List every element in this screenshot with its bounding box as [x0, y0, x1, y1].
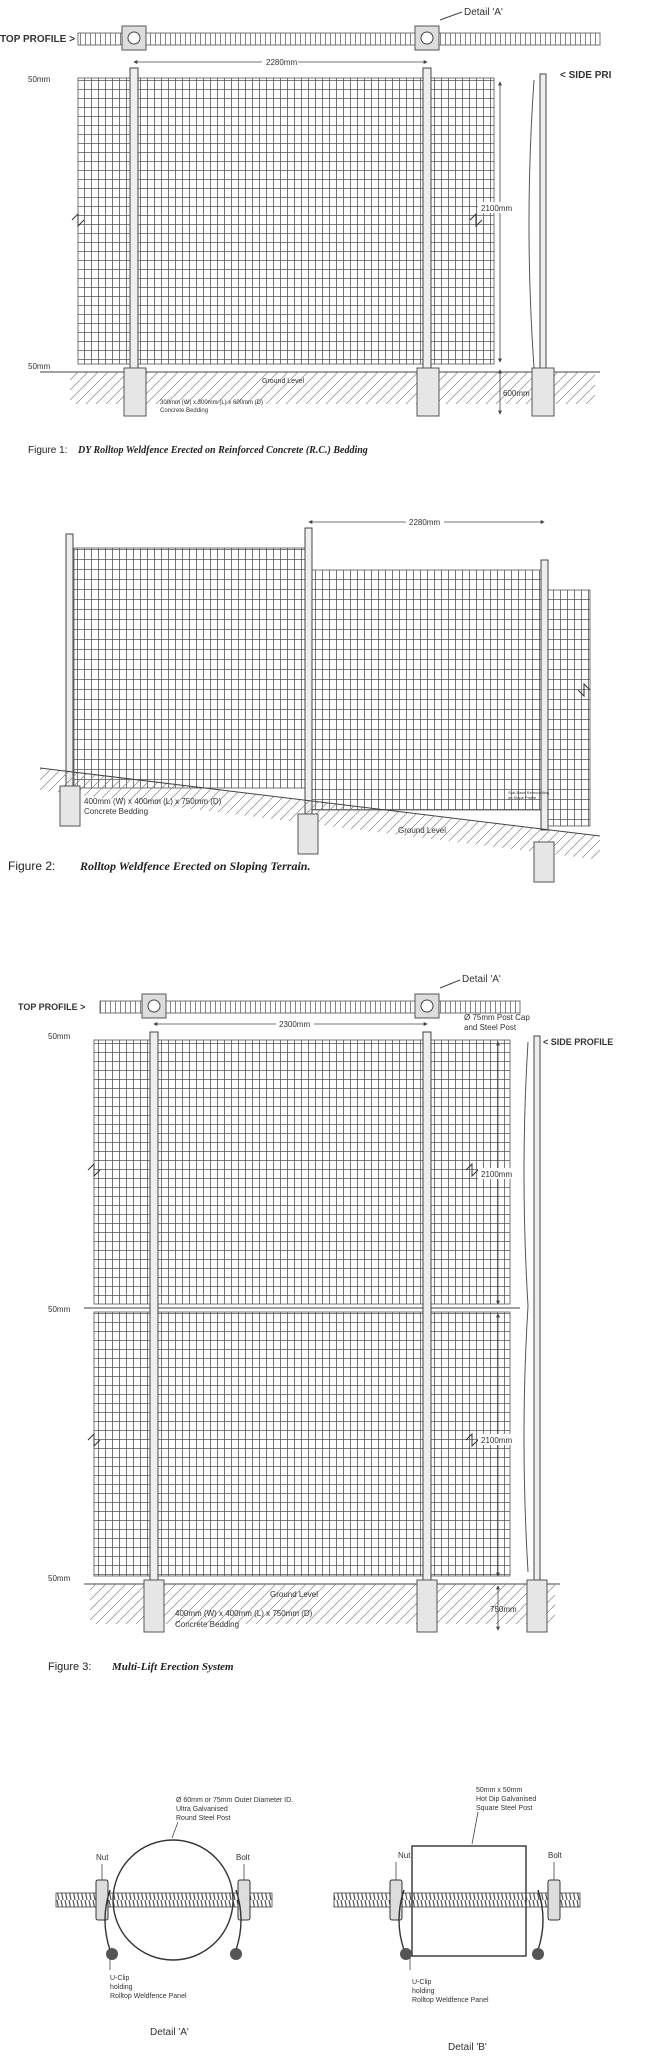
fig3-top-post-left [148, 1000, 160, 1012]
detail-b-bolt-head [548, 1880, 560, 1920]
fig3-bedding-left [144, 1580, 164, 1632]
fig3-post-right [423, 1032, 431, 1582]
fig1-detail-a-leader [440, 12, 462, 20]
detail-b-clip-label-3: Rolltop Weldfence Panel [412, 1997, 489, 2004]
detail-a-clip-label-3: Rolltop Weldfence Panel [110, 1993, 187, 2000]
detail-b-nut-label: Nut [398, 1851, 411, 1860]
detail-a-panel-wire-left [106, 1948, 118, 1960]
fig3-height-upper-label: 2100mm [481, 1170, 513, 1179]
fig3-caption-title: Multi-Lift Erection System [112, 1661, 234, 1673]
detail-b-caption: Detail 'B' [448, 2042, 487, 2053]
detail-b-post-leader [472, 1812, 478, 1844]
fig1-width-label: 2280mm [266, 58, 298, 67]
detail-a-clip-label-2: holding [110, 1984, 133, 1991]
figure-2 [8, 516, 600, 882]
detail-a-caption: Detail 'A' [150, 2027, 189, 2038]
fig2-ground-label: Ground Level [398, 826, 447, 835]
fig3-bedding-right [417, 1580, 437, 1632]
fig2-width-label: 2280mm [409, 518, 441, 527]
detail-a-clip-label-1: U-Clip [110, 1975, 130, 1982]
detail-a-post-label-3: Round Steel Post [176, 1815, 231, 1822]
fig1-fence-panel-right-partial [430, 78, 494, 364]
fig1-bedding-side [532, 368, 554, 416]
fig3-ground-label: Ground Level [270, 1590, 319, 1599]
fig3-detail-a-leader [440, 980, 460, 988]
fig3-top-post-right [421, 1000, 433, 1012]
fig3-width-label: 2300mm [279, 1020, 311, 1029]
fig1-post-left [130, 68, 138, 368]
detail-b [334, 1787, 580, 2053]
fig1-bedding-right [417, 368, 439, 416]
figure-1 [0, 7, 612, 456]
detail-b-clip-label-1: U-Clip [412, 1979, 432, 1986]
fig3-depth-label: 750mm [490, 1605, 517, 1614]
fig2-bedding-3 [534, 842, 554, 882]
fig3-post-cap-label-2: and Steel Post [464, 1023, 517, 1032]
detail-a-bolt-label: Bolt [236, 1853, 250, 1862]
fig3-post-cap-label-1: Ø 75mm Post Cap [464, 1013, 530, 1022]
detail-b-bolt-label: Bolt [548, 1851, 562, 1860]
fig1-bedding-left [124, 368, 146, 416]
detail-b-post-label-1: 50mm x 50mm [476, 1787, 523, 1794]
detail-a-panel-wire-right [230, 1948, 242, 1960]
detail-a-nut-label: Nut [96, 1853, 109, 1862]
fig2-caption-prefix: Figure 2: [8, 859, 56, 873]
fig2-post-1 [66, 534, 73, 796]
fig2-bedding-2 [298, 814, 318, 854]
fig3-side-profile-label: < SIDE PROFILE [543, 1037, 614, 1047]
fig2-bedding-label-2: Concrete Bedding [84, 807, 149, 816]
fig3-top-profile-label: TOP PROFILE > [18, 1002, 86, 1012]
fig3-mid-gap-label: 50mm [48, 1305, 71, 1314]
detail-b-clip-label-2: holding [412, 1988, 435, 1995]
detail-a-bolt-head [238, 1880, 250, 1920]
fig2-small-note-2: on Slope Profile [508, 795, 537, 800]
fig2-panel-middle [312, 570, 542, 810]
detail-a-post-label-2: Ultra Galvanised [176, 1806, 228, 1813]
fig2-small-note-1: Sub-Base Remodelling [508, 790, 549, 795]
fig1-ground-hatching [70, 372, 595, 404]
fig1-detail-a-label: Detail 'A' [464, 7, 503, 18]
fig2-caption-title: Rolltop Weldfence Erected on Sloping Terrain. [80, 859, 311, 873]
fig1-post-right [423, 68, 431, 368]
fig3-detail-a-label: Detail 'A' [462, 974, 501, 985]
figure-3 [18, 974, 613, 1673]
fig3-height-lower-label: 2100mm [481, 1436, 513, 1445]
fig1-top-gap-label: 50mm [28, 75, 51, 84]
fig2-bedding-label-1: 400mm (W) x 400mm (L) x 750mm (D) [84, 797, 222, 806]
fig2-panel-right-partial [548, 590, 590, 826]
fig1-caption-title: DY Rolltop Weldfence Erected on Reinforced Concrete (R.C.) Bedding [78, 445, 368, 456]
fig1-top-profile-label: TOP PROFILE > [0, 34, 75, 45]
fig1-top-post-right [421, 32, 433, 44]
fig1-side-profile-panel [529, 80, 534, 368]
fig1-bedding-label-2: Concrete Bedding [160, 408, 209, 414]
fig1-depth-label: 600mm [503, 389, 530, 398]
detail-b-threaded-bolt [334, 1893, 580, 1907]
fig3-side-profile-post [534, 1036, 540, 1582]
detail-a-post-leader [172, 1822, 178, 1838]
detail-a-post-label-1: Ø 60mm or 75mm Outer Diameter ID. [176, 1797, 294, 1804]
detail-a [56, 1797, 293, 2038]
fig1-bedding-label-1: 300mm (W) x 300mm (L) x 600mm (D) [160, 400, 264, 406]
detail-b-panel-wire-right [532, 1948, 544, 1960]
fig1-bottom-gap-label: 50mm [28, 362, 51, 371]
detail-b-post-label-2: Hot Dip Galvanised [476, 1796, 537, 1803]
fig3-bottom-gap-label: 50mm [48, 1574, 71, 1583]
fig3-post-left [150, 1032, 158, 1582]
fig3-top-gap-label: 50mm [48, 1032, 71, 1041]
detail-a-nut [96, 1880, 108, 1920]
fig3-bedding-label-1: 400mm (W) x 400mm (L) x 750mm (D) [175, 1609, 313, 1618]
fig3-side-profile-panel [524, 1042, 528, 1572]
fig1-side-profile-label: < SIDE PRI [560, 70, 612, 81]
fig3-bedding-side [527, 1580, 547, 1632]
fig1-side-profile-post [540, 74, 546, 370]
fig2-post-2 [305, 528, 312, 816]
fig2-panel-left [74, 548, 306, 788]
fig1-ground-label: Ground Level [262, 378, 305, 385]
fig2-bedding-1 [60, 786, 80, 826]
fig3-caption-prefix: Figure 3: [48, 1661, 92, 1673]
detail-b-post-label-3: Square Steel Post [476, 1805, 533, 1812]
fig1-height-label: 2100mm [481, 204, 513, 213]
detail-b-nut [390, 1880, 402, 1920]
fig1-top-post-left [128, 32, 140, 44]
fig1-top-profile-bar [78, 33, 600, 45]
fig1-caption-prefix: Figure 1: [28, 445, 68, 456]
fig3-bedding-label-2: Concrete Bedding [175, 1620, 240, 1629]
